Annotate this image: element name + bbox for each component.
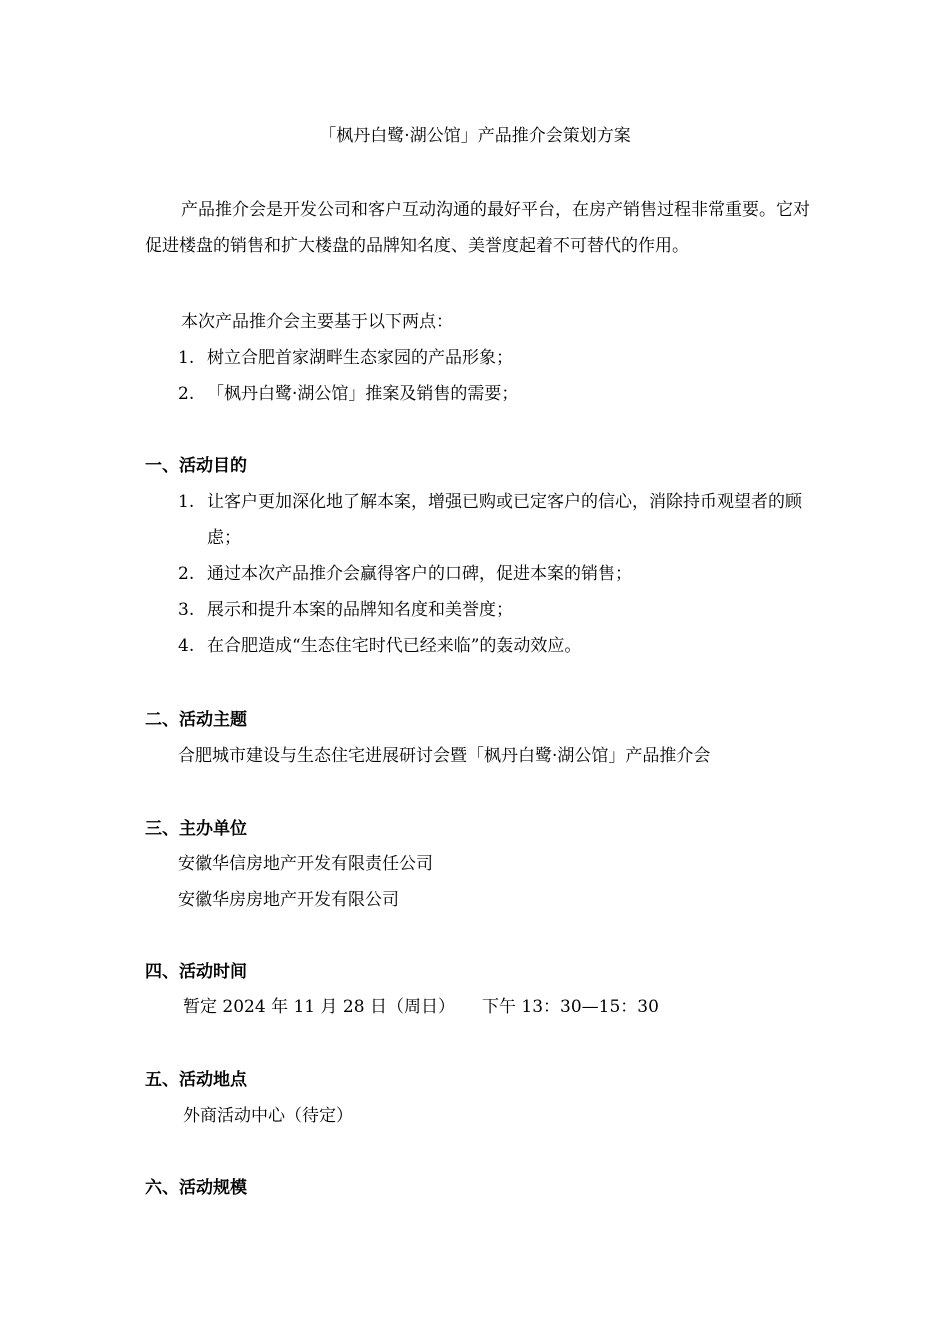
section-heading-organizer: 三、主办单位 [145, 819, 247, 839]
document-title: 「枫丹白鹭·湖公馆」产品推介会策划方案 [319, 126, 631, 146]
purpose-item-2-text: 通过本次产品推介会赢得客户的口碑，促进本案的销售； [207, 564, 632, 584]
basis-item-1-number: 1. [178, 348, 195, 368]
section-heading-theme: 二、活动主题 [145, 710, 247, 730]
purpose-item-1-number: 1. [178, 492, 195, 512]
basis-item-1-text: 树立合肥首家湖畔生态家园的产品形象； [207, 348, 513, 368]
purpose-item-1-text: 让客户更加深化地了解本案，增强已购或已定客户的信心，消除持币观望者的顾虑； [207, 492, 802, 548]
venue-text: 外商活动中心（待定） [183, 1106, 353, 1126]
theme-text: 合肥城市建设与生态住宅进展研讨会暨「枫丹白鹭·湖公馆」产品推介会 [178, 746, 711, 766]
purpose-item-3-text: 展示和提升本案的品牌知名度和美誉度； [207, 600, 513, 620]
purpose-item-4-text: 在合肥造成“生态住宅时代已经来临”的轰动效应。 [207, 636, 582, 656]
basis-item-2-number: 2. [178, 384, 195, 404]
basis-lead: 本次产品推介会主要基于以下两点： [181, 312, 453, 332]
basis-item-2-text: 「枫丹白鹭·湖公馆」推案及销售的需要； [207, 384, 519, 404]
purpose-item-2-number: 2. [178, 564, 195, 584]
purpose-item-4-number: 4. [178, 636, 195, 656]
time-text: 暂定 2024 年 11 月 28 日（周日） 下午 13：30—15：30 [183, 997, 659, 1017]
intro-paragraph: 产品推介会是开发公司和客户互动沟通的最好平台，在房产销售过程非常重要。它对促进楼盘的销售和扩大楼盘的品牌知名度、美誉度起着不可替代的作用。 [145, 200, 810, 256]
section-heading-purpose: 一、活动目的 [145, 456, 247, 476]
section-heading-time: 四、活动时间 [145, 962, 247, 982]
section-heading-scale: 六、活动规模 [145, 1178, 247, 1198]
organizer-line-2: 安徽华房房地产开发有限公司 [178, 890, 399, 910]
organizer-line-1: 安徽华信房地产开发有限责任公司 [178, 854, 433, 874]
section-heading-venue: 五、活动地点 [145, 1070, 247, 1090]
purpose-item-3-number: 3. [178, 600, 195, 620]
